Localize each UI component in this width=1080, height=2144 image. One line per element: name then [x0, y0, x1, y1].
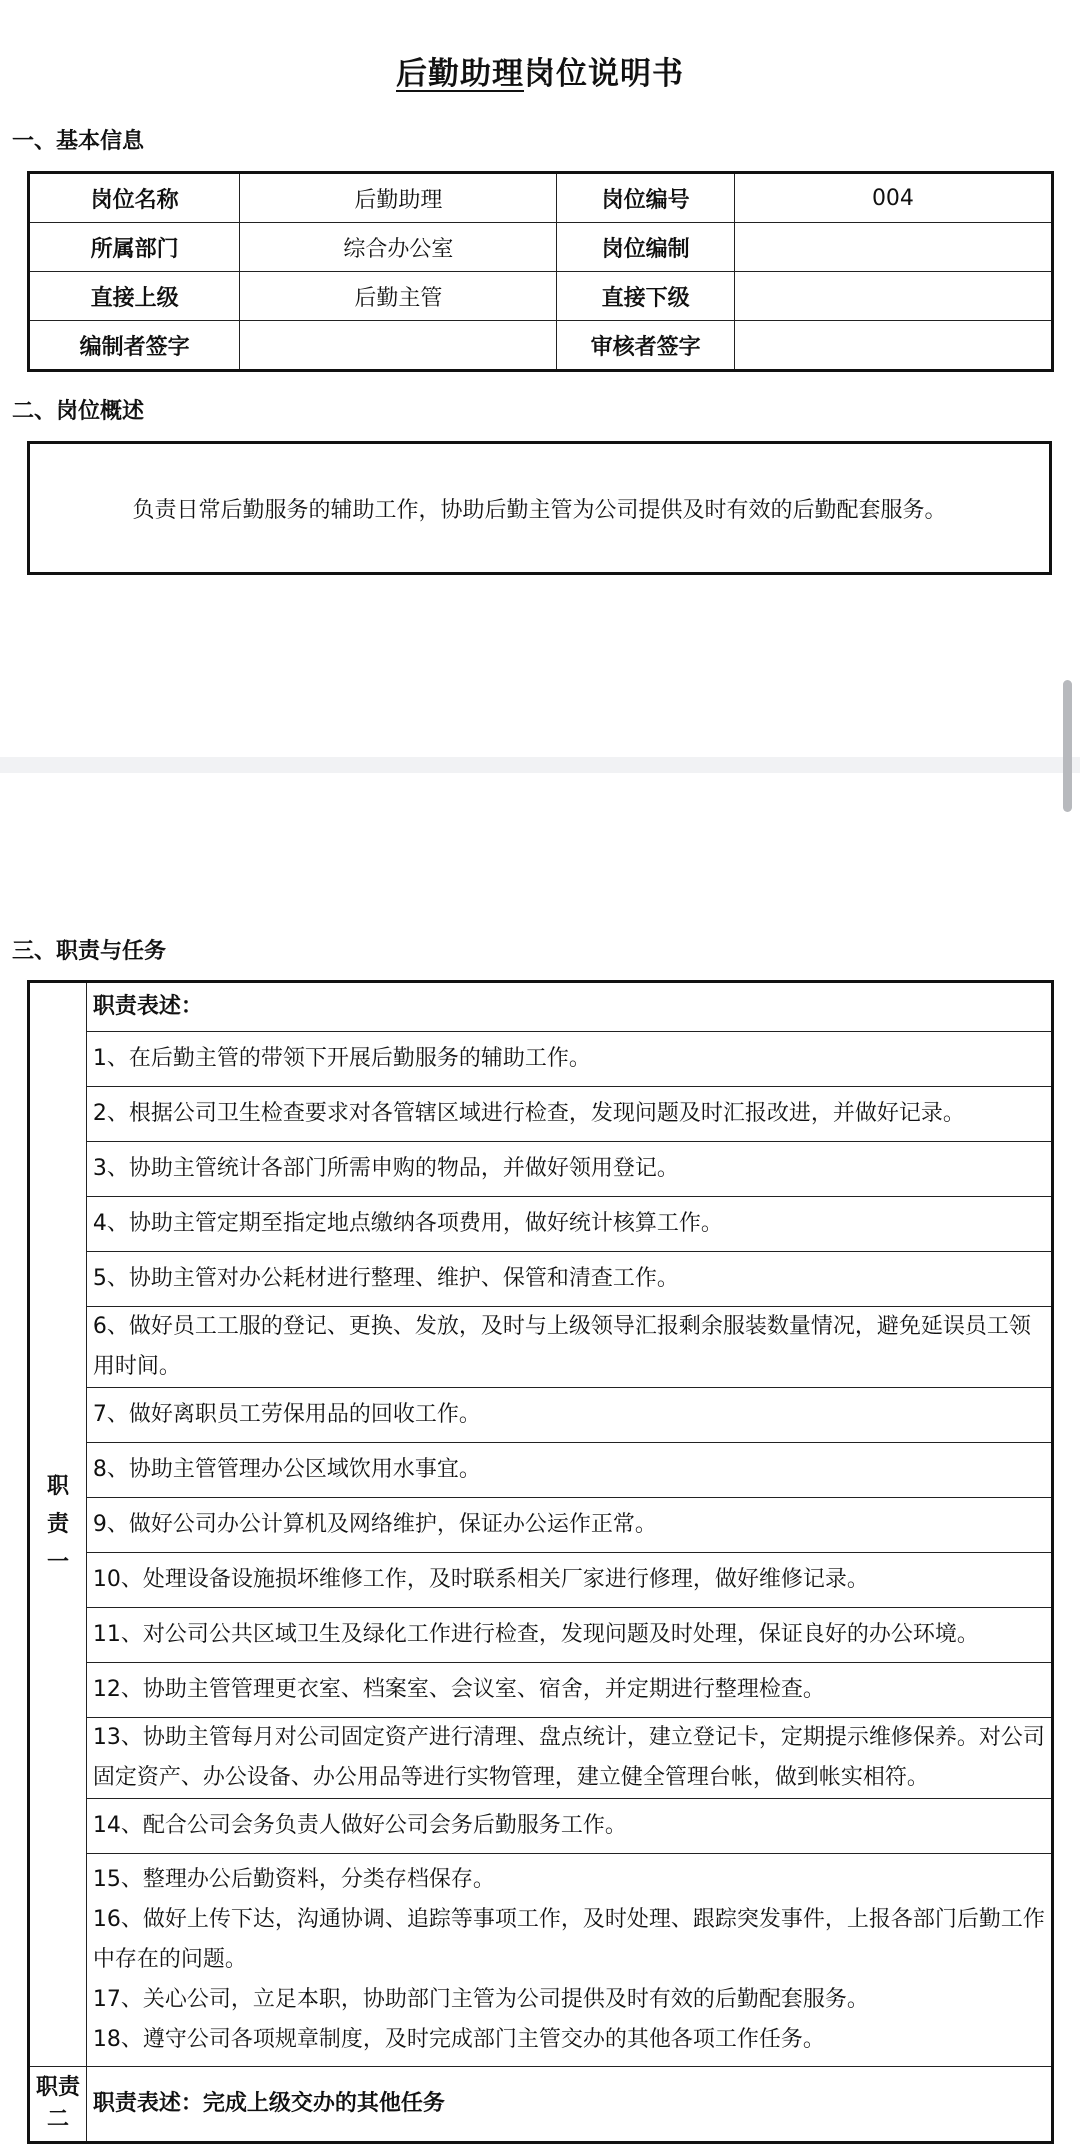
table-row — [29, 1799, 1053, 1854]
value-position-code: 004 — [734, 173, 1052, 223]
duty-group-1-label: 职 责 一 — [29, 982, 87, 2067]
scrollbar-thumb[interactable] — [1063, 680, 1072, 812]
duty-group-2-label: 职责 二 — [29, 2067, 87, 2143]
table-row — [29, 272, 1053, 321]
duty-item: 15、整理办公后勤资料，分类存档保存。 — [92, 1867, 495, 1892]
section-duties: 三、职责与任务 — [12, 939, 167, 964]
table-row — [29, 1608, 1053, 1663]
page-title — [0, 48, 1080, 93]
label-direct-subordinate: 直接下级 — [557, 272, 734, 321]
duty-item-group — [86, 1854, 1052, 2067]
duty-item: 18、遵守公司各项规章制度，及时完成部门主管交办的其他各项工作任务。 — [92, 2027, 825, 2052]
duty-item: 12、协助主管管理更衣室、档案室、会议室、宿舍，并定期进行整理检查。 — [86, 1663, 1052, 1718]
table-row — [29, 1197, 1053, 1252]
duty-item: 10、处理设备设施损坏维修工作，及时联系相关厂家进行修理，做好维修记录。 — [86, 1553, 1052, 1608]
table-row — [29, 173, 1053, 223]
table-row — [29, 1307, 1053, 1388]
duty-item: 5、协助主管对办公耗材进行整理、维护、保管和清查工作。 — [86, 1252, 1052, 1307]
table-row — [29, 982, 1053, 1032]
duty-item: 13、协助主管每月对公司固定资产进行清理、盘点统计，建立登记卡，定期提示维修保养。对公司固定资产、办公设备、办公用品等进行实物管理，建立健全管理台帐，做到帐实相符。 — [86, 1718, 1052, 1799]
title-rest: 岗位说明书 — [524, 56, 684, 92]
page-separator — [0, 757, 1080, 773]
label-author-signature: 编制者签字 — [29, 321, 240, 371]
value-author-signature — [240, 321, 557, 371]
value-direct-superior: 后勤主管 — [240, 272, 557, 321]
label-position-code: 岗位编号 — [557, 173, 734, 223]
value-department: 综合办公室 — [240, 223, 557, 272]
duty-item: 16、做好上传下达，沟通协调、追踪等事项工作，及时处理、跟踪突发事件，上报各部门后勤工作中存在的问题。 — [92, 1907, 1045, 1972]
table-row — [29, 1252, 1053, 1307]
duty-item: 3、协助主管统计各部门所需申购的物品，并做好领用登记。 — [86, 1142, 1052, 1197]
title-underlined: 后勤助理 — [396, 56, 524, 92]
table-row — [29, 1498, 1053, 1553]
label-position-name: 岗位名称 — [29, 173, 240, 223]
label-reviewer-signature: 审核者签字 — [557, 321, 734, 371]
duty-header: 职责表述： — [86, 982, 1052, 1032]
position-summary — [27, 441, 1052, 575]
table-row — [29, 1553, 1053, 1608]
summary-text: 负责日常后勤服务的辅助工作，协助后勤主管为公司提供及时有效的后勤配套服务。 — [132, 497, 947, 523]
duty-item: 17、关心公司，立足本职，协助部门主管为公司提供及时有效的后勤配套服务。 — [92, 1987, 869, 2012]
label-direct-superior: 直接上级 — [29, 272, 240, 321]
table-row — [29, 1087, 1053, 1142]
table-row — [29, 1443, 1053, 1498]
duty-group-2-text: 职责表述：完成上级交办的其他任务 — [86, 2067, 1052, 2143]
duty-item: 14、配合公司会务负责人做好公司会务后勤服务工作。 — [86, 1799, 1052, 1854]
duty-item: 11、对公司公共区域卫生及绿化工作进行检查，发现问题及时处理，保证良好的办公环境。 — [86, 1608, 1052, 1663]
duty-item: 2、根据公司卫生检查要求对各管辖区域进行检查，发现问题及时汇报改进，并做好记录。 — [86, 1087, 1052, 1142]
duty-item: 9、做好公司办公计算机及网络维护，保证办公运作正常。 — [86, 1498, 1052, 1553]
table-row — [29, 1142, 1053, 1197]
duty-item: 1、在后勤主管的带领下开展后勤服务的辅助工作。 — [86, 1032, 1052, 1087]
label-department: 所属部门 — [29, 223, 240, 272]
table-row — [29, 1854, 1053, 2067]
table-row — [29, 2067, 1053, 2143]
value-position-name: 后勤助理 — [240, 173, 557, 223]
table-row — [29, 1032, 1053, 1087]
table-row — [29, 223, 1053, 272]
basic-info-table — [27, 171, 1054, 372]
value-direct-subordinate — [734, 272, 1052, 321]
duty-item: 8、协助主管管理办公区域饮用水事宜。 — [86, 1443, 1052, 1498]
section-overview: 二、岗位概述 — [12, 399, 145, 424]
table-row — [29, 321, 1053, 371]
duty-item: 6、做好员工工服的登记、更换、发放，及时与上级领导汇报剩余服装数量情况，避免延误员工领用时间。 — [86, 1307, 1052, 1388]
value-reviewer-signature — [734, 321, 1052, 371]
table-row — [29, 1718, 1053, 1799]
duties-table — [27, 980, 1054, 2144]
label-headcount: 岗位编制 — [557, 223, 734, 272]
table-row — [29, 1663, 1053, 1718]
duty-item: 7、做好离职员工劳保用品的回收工作。 — [86, 1388, 1052, 1443]
duty-item: 4、协助主管定期至指定地点缴纳各项费用，做好统计核算工作。 — [86, 1197, 1052, 1252]
table-row — [29, 1388, 1053, 1443]
value-headcount — [734, 223, 1052, 272]
section-basic-info: 一、基本信息 — [12, 129, 145, 154]
